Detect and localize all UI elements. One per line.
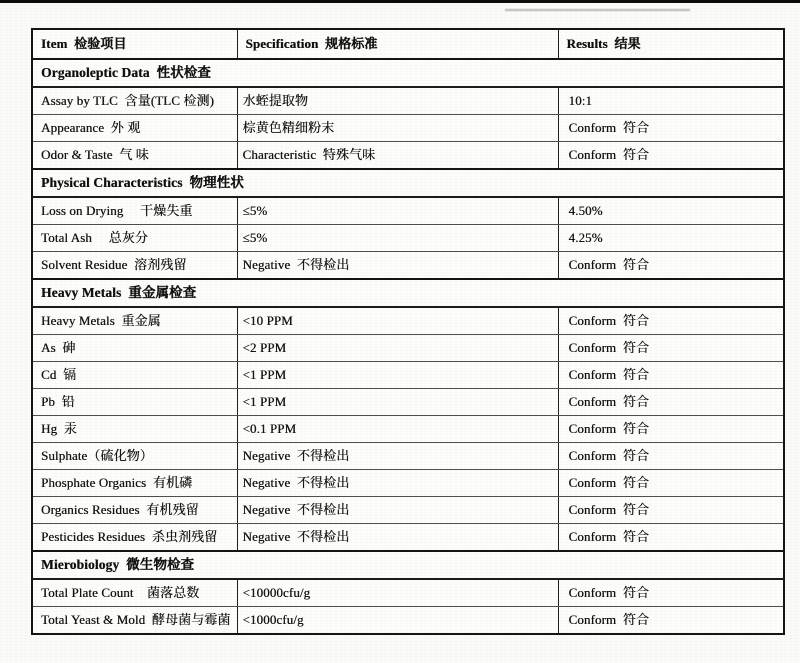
table-row: [32, 87, 784, 115]
item-cell: Solvent Residue 溶剂残留: [32, 252, 237, 280]
item-cell: As 砷: [32, 335, 237, 362]
item-cell: Pb 铅: [32, 389, 237, 416]
item-cell: Assay by TLC 含量(TLC 检测): [32, 87, 237, 115]
scan-artifact-top-line: [0, 0, 800, 3]
section-header-row: [32, 551, 784, 579]
table-row: [32, 225, 784, 252]
table-row: [32, 579, 784, 607]
section-header-label: Mierobiology 微生物检查: [32, 551, 784, 579]
spec-cell: <0.1 PPM: [237, 416, 558, 443]
result-cell: Conform 符合: [558, 335, 784, 362]
spec-cell: Negative 不得检出: [237, 524, 558, 552]
spec-cell: <1 PPM: [237, 362, 558, 389]
result-cell: Conform 符合: [558, 443, 784, 470]
table-row: [32, 252, 784, 280]
result-cell: 4.25%: [558, 225, 784, 252]
item-cell: Odor & Taste 气 味: [32, 142, 237, 170]
item-cell: Total Plate Count 菌落总数: [32, 579, 237, 607]
item-cell: Total Ash 总灰分: [32, 225, 237, 252]
item-cell: Total Yeast & Mold 酵母菌与霉菌: [32, 607, 237, 635]
item-cell: Appearance 外 观: [32, 115, 237, 142]
table-row: [32, 416, 784, 443]
table-row: [32, 443, 784, 470]
result-cell: Conform 符合: [558, 142, 784, 170]
result-cell: Conform 符合: [558, 416, 784, 443]
column-header-specification: Specification 规格标准: [237, 29, 558, 59]
result-cell: Conform 符合: [558, 389, 784, 416]
column-header-item: Item 检验项目: [32, 29, 237, 59]
table-row: [32, 607, 784, 635]
scan-artifact-smudge: [505, 9, 690, 11]
spec-cell: <10000cfu/g: [237, 579, 558, 607]
result-cell: Conform 符合: [558, 115, 784, 142]
spec-cell: 水蛭提取物: [237, 87, 558, 115]
section-header-label: Heavy Metals 重金属检查: [32, 279, 784, 307]
table-header-row: [32, 29, 784, 59]
spec-cell: <10 PPM: [237, 307, 558, 335]
certificate-of-analysis-table: [31, 28, 785, 635]
table-row: [32, 307, 784, 335]
table-row: [32, 524, 784, 552]
spec-cell: Negative 不得检出: [237, 252, 558, 280]
section-header-label: Physical Characteristics 物理性状: [32, 169, 784, 197]
table-row: [32, 389, 784, 416]
table-row: [32, 362, 784, 389]
item-cell: Pesticides Residues 杀虫剂残留: [32, 524, 237, 552]
item-cell: Heavy Metals 重金属: [32, 307, 237, 335]
spec-cell: ≤5%: [237, 197, 558, 225]
result-cell: Conform 符合: [558, 252, 784, 280]
spec-cell: ≤5%: [237, 225, 558, 252]
item-cell: Sulphate（硫化物）: [32, 443, 237, 470]
result-cell: Conform 符合: [558, 524, 784, 552]
result-cell: Conform 符合: [558, 607, 784, 635]
result-cell: Conform 符合: [558, 362, 784, 389]
spec-cell: <1 PPM: [237, 389, 558, 416]
result-cell: Conform 符合: [558, 470, 784, 497]
result-cell: Conform 符合: [558, 497, 784, 524]
table-row: [32, 197, 784, 225]
table-row: [32, 115, 784, 142]
spec-cell: Negative 不得检出: [237, 497, 558, 524]
table-row: [32, 142, 784, 170]
table-row: [32, 335, 784, 362]
result-cell: 4.50%: [558, 197, 784, 225]
item-cell: Phosphate Organics 有机磷: [32, 470, 237, 497]
spec-cell: <1000cfu/g: [237, 607, 558, 635]
spec-cell: 棕黄色精细粉末: [237, 115, 558, 142]
table-row: [32, 470, 784, 497]
result-cell: 10:1: [558, 87, 784, 115]
table-row: [32, 497, 784, 524]
column-header-results: Results 结果: [558, 29, 784, 59]
item-cell: Organics Residues 有机残留: [32, 497, 237, 524]
item-cell: Hg 汞: [32, 416, 237, 443]
item-cell: Cd 镉: [32, 362, 237, 389]
section-header-row: [32, 279, 784, 307]
section-header-row: [32, 169, 784, 197]
section-header-row: [32, 59, 784, 87]
result-cell: Conform 符合: [558, 579, 784, 607]
spec-cell: Negative 不得检出: [237, 443, 558, 470]
spec-cell: Negative 不得检出: [237, 470, 558, 497]
section-header-label: Organoleptic Data 性状检查: [32, 59, 784, 87]
spec-cell: <2 PPM: [237, 335, 558, 362]
spec-cell: Characteristic 特殊气味: [237, 142, 558, 170]
item-cell: Loss on Drying 干燥失重: [32, 197, 237, 225]
result-cell: Conform 符合: [558, 307, 784, 335]
